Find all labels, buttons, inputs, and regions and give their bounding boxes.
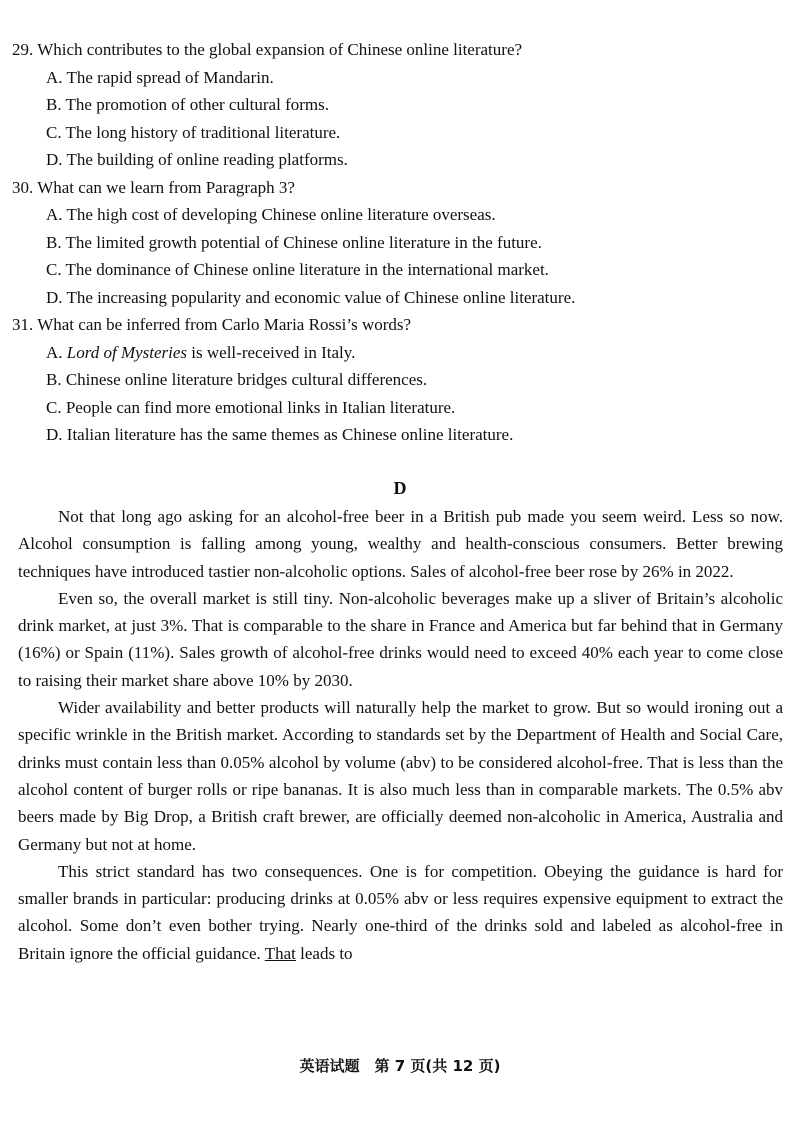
passage-paragraph-4: This strict standard has two consequences. One is for competition. Obeying the guidance is hard for smaller brands in particular: producing drinks at 0.05% abv or less requires expensive equipment to extract the alcohol. Some don’t even bother trying. Nearly one-third of the drinks sold and labeled as alcohol-free in Britain ignore the official guidance. That leads to	[18, 861, 783, 963]
question-30-option-b: B. The limited growth potential of Chinese online literature in the future.	[46, 232, 542, 252]
question-29-stem: 29. Which contributes to the global expansion of Chinese online literature?	[12, 40, 523, 59]
question-31-stem: 31. What can be inferred from Carlo Maria Rossi’s words?	[12, 315, 412, 334]
question-29-option-d: D. The building of online reading platforms.	[46, 150, 348, 169]
question-30-stem: 30. What can we learn from Paragraph 3?	[12, 177, 295, 197]
question-30-option-a: A. The high cost of developing Chinese online literature overseas.	[46, 205, 496, 224]
question-31-option-d: D. Italian literature has the same themes as Chinese online literature.	[46, 425, 514, 444]
passage-paragraph-2: Even so, the overall market is still tiny. Non-alcoholic beverages make up a sliver of Britain’s alcoholic drink market, at just 3%. That is comparable to the share in France and America but far behind that in Germany (16%) or Spain (11%). Sales growth of alcohol-free drinks would need to exceed 40% each year to come close to raising their market share above 10% by 2030.	[18, 588, 783, 690]
book-title: Lord of Mysteries	[66, 342, 188, 362]
question-31-option-c: C. People can find more emotional links in Italian literature.	[46, 397, 456, 417]
passage-paragraph-3: Wider availability and better products will naturally help the market to grow. But so would ironing out a specific wrinkle in the British market. According to standards set by the Department of Health and Social Care, drinks must contain less than 0.05% alcohol by volume (abv) to be considered alcohol-free. That is less than the alcohol content of burger rolls or ripe bananas. It is also much less than in comparable markets. The 0.5% abv beers made by Big Drop, a British craft brewer, are officially deemed non-alcoholic in America, Australia and Germany but not at home.	[18, 698, 783, 854]
question-30-option-c: C. The dominance of Chinese online literature in the international market.	[46, 260, 549, 279]
question-31-option-b: B. Chinese online literature bridges cultural differences.	[46, 370, 428, 389]
question-31-option-a: A. Lord of Mysteries is well-received in Italy.	[46, 342, 356, 362]
question-29-option-c: C. The long history of traditional literature.	[46, 122, 341, 142]
passage-paragraph-1: Not that long ago asking for an alcohol-free beer in a British pub made you seem weird. Less so now. Alcohol consumption is falling among young, wealthy and health-conscious consumers. Better brewing techniques have introduced tastier non-alcoholic options. Sales of alcohol-free beer rose by 26% in 2022.	[18, 507, 783, 581]
underlined-word: That	[264, 943, 296, 963]
question-30-option-d: D. The increasing popularity and economic value of Chinese online literature.	[46, 287, 576, 307]
question-29-option-b: B. The promotion of other cultural forms.	[46, 95, 329, 114]
question-list	[12, 36, 782, 449]
reading-passage	[18, 503, 783, 967]
section-heading: D	[393, 478, 407, 498]
question-29-option-a: A. The rapid spread of Mandarin.	[46, 67, 274, 87]
page-footer: 英语试题 第 7 页(共 12 页)	[299, 1057, 501, 1075]
